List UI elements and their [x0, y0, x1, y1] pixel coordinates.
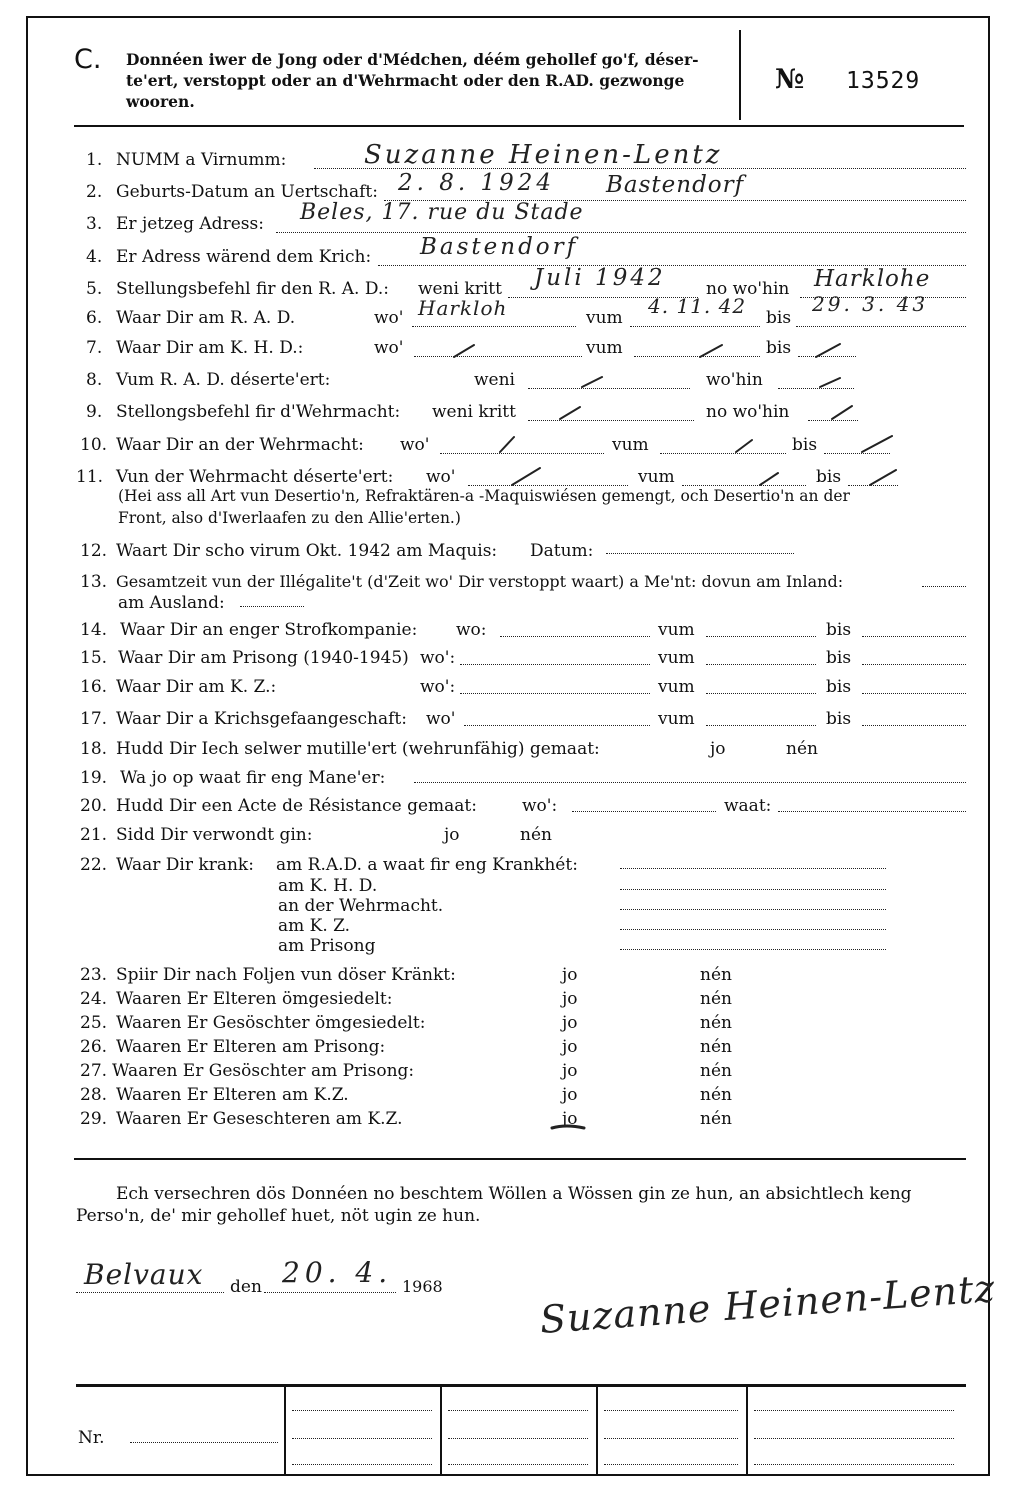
- row-number: 4.: [86, 247, 103, 267]
- choice-nen[interactable]: nén: [700, 1061, 732, 1081]
- row-label: Sidd Dir verwondt gin:: [116, 825, 313, 845]
- row-number: 29.: [80, 1109, 108, 1129]
- footer-cell-line[interactable]: [292, 1464, 432, 1465]
- field-value-rad-place: Harkloh: [418, 296, 508, 320]
- field-line[interactable]: [440, 453, 604, 454]
- row-number: 21.: [80, 825, 108, 845]
- field-line[interactable]: [500, 636, 650, 637]
- row-number: 26.: [80, 1037, 108, 1057]
- row-vum-label: vum: [658, 620, 695, 640]
- header-title-line3: wooren.: [126, 92, 195, 111]
- row-label: Er Adress wärend dem Krich:: [116, 247, 372, 267]
- row-label: Waar Dir a Krichsgefaangeschaft:: [116, 709, 407, 729]
- signature-date: 20. 4.: [282, 1256, 393, 1289]
- choice-nen[interactable]: nén: [700, 1109, 732, 1129]
- footer-cell-line[interactable]: [292, 1410, 432, 1411]
- row-number: 17.: [80, 709, 108, 729]
- field-line[interactable]: [606, 553, 794, 554]
- place-field[interactable]: [76, 1292, 224, 1293]
- field-line[interactable]: [414, 356, 582, 357]
- field-line[interactable]: [824, 453, 890, 454]
- row-label: Stellungsbefehl fir den R. A. D.:: [116, 279, 390, 299]
- footer-cell-line[interactable]: [604, 1464, 738, 1465]
- field-line[interactable]: [862, 725, 966, 726]
- row-label: NUMM a Virnumm:: [116, 150, 287, 170]
- row-no-label: wo'hin: [706, 370, 763, 390]
- row-number: 23.: [80, 965, 108, 985]
- field-line[interactable]: [460, 693, 650, 694]
- header-rule: [74, 125, 964, 127]
- row-number: 6.: [86, 308, 103, 328]
- row-label: Geburts-Datum an Uertschaft:: [116, 182, 378, 202]
- header-divider: [739, 30, 741, 120]
- field-line[interactable]: [620, 909, 886, 910]
- field-value-birthdate: 2. 8. 1924: [398, 170, 556, 196]
- footer-cell-line[interactable]: [754, 1410, 954, 1411]
- choice-nen[interactable]: nén: [700, 1085, 732, 1105]
- row-vum-label: vum: [658, 709, 695, 729]
- row-number: 16.: [80, 677, 108, 697]
- row-wo-label: wo': [400, 435, 430, 455]
- field-line[interactable]: [778, 811, 966, 812]
- row-label: Waar Dir krank:: [116, 855, 254, 875]
- row-sub-item: am Prisong: [278, 936, 376, 956]
- field-value-war-address: Bastendorf: [420, 234, 579, 260]
- field-line[interactable]: [922, 586, 966, 587]
- body-rule: [74, 1158, 966, 1160]
- row-label: Waar Dir an der Wehrmacht:: [116, 435, 364, 455]
- field-line[interactable]: [862, 636, 966, 637]
- field-value-address: Beles, 17. rue du Stade: [300, 200, 584, 225]
- field-line[interactable]: [528, 420, 694, 421]
- row-weni-label: weni kritt: [432, 402, 516, 422]
- row-number: 5.: [86, 279, 103, 299]
- row-label: Waar Dir an enger Strofkompanie:: [120, 620, 418, 640]
- row-wo-label: wo': [374, 308, 404, 328]
- row-wo-label: wo': [426, 709, 456, 729]
- row-weni-label: weni: [474, 370, 515, 390]
- field-value-rad-order-date: Juli 1942: [534, 265, 666, 291]
- field-line[interactable]: [620, 929, 886, 930]
- row-vum-label: vum: [658, 677, 695, 697]
- field-value-name: Suzanne Heinen-Lentz: [364, 140, 723, 170]
- row-number: 15.: [80, 648, 108, 668]
- row-label: Spiir Dir nach Foljen vun döser Kränkt:: [116, 965, 456, 985]
- row-bis-label: bis: [826, 648, 852, 668]
- choice-jo[interactable]: jo: [562, 965, 578, 985]
- footer-cell-line[interactable]: [754, 1438, 954, 1439]
- row-bis-label: bis: [826, 620, 852, 640]
- signature: Suzanne Heinen-Lentz: [538, 1266, 997, 1342]
- footer-divider: [596, 1386, 598, 1476]
- row-label: Waar Dir am K. Z.:: [116, 677, 277, 697]
- row-number: 9.: [86, 402, 103, 422]
- signature-place: Belvaux: [84, 1258, 204, 1291]
- row-sub-item: am K. Z.: [278, 916, 351, 936]
- field-line[interactable]: [862, 693, 966, 694]
- row-number: 25.: [80, 1013, 108, 1033]
- section-letter: C.: [74, 44, 102, 75]
- declaration-line2: Perso'n, de' mir gehollef huet, nöt ugin ze hun.: [76, 1206, 481, 1226]
- row-number: 13.: [80, 572, 108, 592]
- row-label: Waaren Er Elteren am Prisong:: [116, 1037, 386, 1057]
- row-number: 18.: [80, 739, 108, 759]
- field-line[interactable]: [796, 326, 966, 327]
- field-line[interactable]: [528, 388, 690, 389]
- field-line[interactable]: [808, 420, 858, 421]
- choice-jo[interactable]: jo: [562, 1013, 578, 1033]
- date-field[interactable]: [264, 1292, 396, 1293]
- row-number: 12.: [80, 541, 108, 561]
- row-label: Waaren Er Elteren ömgesiedelt:: [116, 989, 393, 1009]
- row-wo-label: wo:: [456, 620, 487, 640]
- footer-cell-line[interactable]: [448, 1438, 588, 1439]
- row-label: Vum R. A. D. déserte'ert:: [116, 370, 331, 390]
- footer-cell-line[interactable]: [604, 1438, 738, 1439]
- footer-cell-line[interactable]: [448, 1410, 588, 1411]
- row-weni-label: weni kritt: [418, 279, 502, 299]
- row-bis-label: bis: [826, 709, 852, 729]
- row-number: 7.: [86, 338, 103, 358]
- footer-divider: [284, 1386, 286, 1476]
- field-line[interactable]: [240, 606, 304, 607]
- row-number: 2.: [86, 182, 103, 202]
- row-bis-label: bis: [816, 467, 842, 487]
- row-bis-label: bis: [826, 677, 852, 697]
- choice-nen[interactable]: nén: [700, 1037, 732, 1057]
- field-line[interactable]: [468, 485, 628, 486]
- row-wo-label: wo':: [420, 648, 456, 668]
- choice-jo[interactable]: jo: [562, 1085, 578, 1105]
- choice-jo[interactable]: jo: [710, 739, 726, 759]
- choice-nen[interactable]: nén: [700, 1013, 732, 1033]
- row-sub-item: an der Wehrmacht.: [278, 896, 444, 916]
- header-title-line1: Donnéen iwer de Jong oder d'Médchen, déém gehollef go'f, déser-: [126, 50, 699, 69]
- den-label: den: [230, 1277, 262, 1297]
- row-no-label: no wo'hin: [706, 279, 790, 299]
- field-line[interactable]: [620, 868, 886, 869]
- row-wo-label: wo': [426, 467, 456, 487]
- row-label: Waart Dir scho virum Okt. 1942 am Maquis:: [116, 541, 498, 561]
- declaration-line1: Ech versechren dös Donnéen no beschtem Wöllen a Wössen gin ze hun, an absichtlech keng: [116, 1184, 912, 1204]
- row-label: Er jetzeg Adress:: [116, 214, 264, 234]
- row-label: Waaren Er Geseschteren am K.Z.: [116, 1109, 403, 1129]
- header-title-line2: te'ert, verstoppt oder an d'Wehrmacht oder den R.AD. gezwonge: [126, 71, 685, 90]
- row-vum-label: vum: [658, 648, 695, 668]
- row-number: 20.: [80, 796, 108, 816]
- row-waat-label: waat:: [724, 796, 772, 816]
- row-label: Hudd Dir Iech selwer mutille'ert (wehrunfähig) gemaat:: [116, 739, 600, 759]
- signature-year: 1968: [402, 1277, 443, 1296]
- row-label: Hudd Dir een Acte de Résistance gemaat:: [116, 796, 477, 816]
- field-line[interactable]: [660, 453, 786, 454]
- field-line[interactable]: [620, 949, 886, 950]
- row-vum-label: vum: [638, 467, 675, 487]
- field-line[interactable]: [778, 388, 854, 389]
- row-no-label: no wo'hin: [706, 402, 790, 422]
- row-label: Waaren Er Elteren am K.Z.: [116, 1085, 349, 1105]
- field-line[interactable]: [706, 693, 816, 694]
- row-vum-label: vum: [612, 435, 649, 455]
- field-line[interactable]: [848, 485, 898, 486]
- choice-jo[interactable]: jo: [444, 825, 460, 845]
- field-line[interactable]: [572, 811, 716, 812]
- row-number: 24.: [80, 989, 108, 1009]
- field-line[interactable]: [276, 232, 966, 233]
- row-note-line1: (Hei ass all Art vun Desertio'n, Refraktären-a -Maquiswiésen gemengt, och Desertio'n an der: [118, 487, 850, 505]
- row-number: 27.: [80, 1061, 108, 1081]
- row-bis-label: bis: [766, 308, 792, 328]
- row-label: Vun der Wehrmacht déserte'ert:: [116, 467, 394, 487]
- row-vum-label: vum: [586, 338, 623, 358]
- row-sub-item: am K. H. D.: [278, 876, 378, 896]
- row-number: 3.: [86, 214, 103, 234]
- choice-nen[interactable]: nén: [700, 989, 732, 1009]
- field-line[interactable]: [682, 485, 806, 486]
- field-line[interactable]: [412, 326, 576, 327]
- footer-cell-line[interactable]: [448, 1464, 588, 1465]
- field-line[interactable]: [798, 356, 856, 357]
- choice-jo[interactable]: jo: [562, 989, 578, 1009]
- field-line[interactable]: [630, 326, 760, 327]
- row-label: Waar Dir am Prisong (1940-1945): [118, 648, 409, 668]
- field-line[interactable]: [620, 889, 886, 890]
- row-number: 1.: [86, 150, 103, 170]
- row-wo-label: wo': [374, 338, 404, 358]
- row-label: Wa jo op waat fir eng Mane'er:: [120, 768, 386, 788]
- row-number: 22.: [80, 855, 108, 875]
- field-value-rad-from: 4. 11. 42: [648, 294, 747, 318]
- row-label-secondary: am Ausland:: [118, 593, 225, 613]
- row-sub-item: am R.A.D. a waat fir eng Krankhét:: [276, 855, 578, 875]
- field-value-rad-order-place: Harklohe: [814, 266, 931, 292]
- row-label: Waaren Er Gesöschter ömgesiedelt:: [116, 1013, 426, 1033]
- field-value-rad-to: 29. 3. 43: [812, 292, 929, 316]
- field-line[interactable]: [862, 664, 966, 665]
- number-sign: №: [775, 64, 805, 95]
- row-vum-label: vum: [586, 308, 623, 328]
- footer-cell-line[interactable]: [754, 1464, 954, 1465]
- row-number: 11.: [76, 467, 104, 487]
- row-number: 28.: [80, 1085, 108, 1105]
- field-line[interactable]: [706, 725, 816, 726]
- row-number: 14.: [80, 620, 108, 640]
- row-bis-label: bis: [766, 338, 792, 358]
- choice-jo[interactable]: jo: [562, 1109, 578, 1129]
- choice-nen[interactable]: nén: [786, 739, 818, 759]
- row-label: Gesamtzeit vun der Illégalite't (d'Zeit wo' Dir verstoppt waart) a Me'nt: dovun am Inland:: [116, 572, 844, 591]
- row-label: Waaren Er Gesöschter am Prisong:: [112, 1061, 415, 1081]
- row-datum-label: Datum:: [530, 541, 594, 561]
- row-label: Waar Dir am K. H. D.:: [116, 338, 304, 358]
- footer-cell-line[interactable]: [604, 1410, 738, 1411]
- field-line[interactable]: [464, 725, 650, 726]
- footer-divider: [746, 1386, 748, 1476]
- row-bis-label: bis: [792, 435, 818, 455]
- field-line[interactable]: [634, 356, 760, 357]
- row-wo-label: wo':: [522, 796, 558, 816]
- row-number: 19.: [80, 768, 108, 788]
- row-number: 8.: [86, 370, 103, 390]
- choice-jo[interactable]: jo: [562, 1061, 578, 1081]
- nr-field[interactable]: [130, 1442, 278, 1443]
- row-number: 10.: [80, 435, 108, 455]
- row-wo-label: wo':: [420, 677, 456, 697]
- nr-label: Nr.: [78, 1428, 105, 1448]
- choice-jo[interactable]: jo: [562, 1037, 578, 1057]
- field-line[interactable]: [706, 664, 816, 665]
- choice-nen[interactable]: nén: [700, 965, 732, 985]
- field-line[interactable]: [414, 782, 966, 783]
- row-label: Waar Dir am R. A. D.: [116, 308, 296, 328]
- field-line[interactable]: [706, 636, 816, 637]
- footer-divider: [440, 1386, 442, 1476]
- field-value-birthplace: Bastendorf: [606, 172, 745, 198]
- field-line[interactable]: [460, 664, 650, 665]
- row-label: Stellongsbefehl fir d'Wehrmacht:: [116, 402, 401, 422]
- row-note-line2: Front, also d'Iwerlaafen zu den Allie'erten.): [118, 509, 461, 527]
- form-number: 13529: [846, 68, 921, 94]
- choice-nen[interactable]: nén: [520, 825, 552, 845]
- footer-rule-top: [76, 1384, 966, 1387]
- footer-cell-line[interactable]: [292, 1438, 432, 1439]
